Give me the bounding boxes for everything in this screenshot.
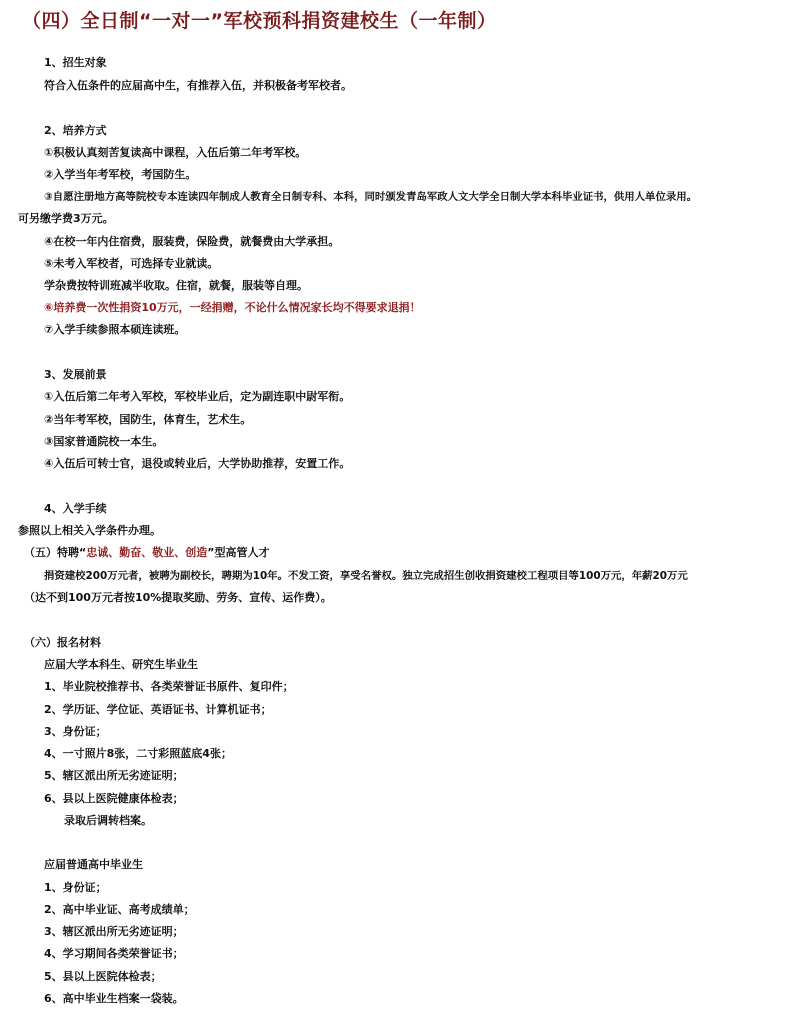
section-2-item-4: ④在校一年内住宿费，服装费，保险费，就餐费由大学承担。: [44, 235, 340, 248]
section-5-line-1: 捐资建校200万元者，被聘为副校长，聘期为10年。不发工资，享受名誉权。独立完成招生创收捐资建校工程项目等100万元，年薪20万元: [44, 570, 688, 582]
section-2-item-7: ⑦入学手续参照本硕连读班。: [44, 323, 186, 336]
section-5-line-2: （达不到100万元者按10%提取奖励、劳务、宣传、运作费）。: [24, 591, 332, 604]
group-1-item: 1、毕业院校推荐书、各类荣誉证书原件、复印件；: [44, 680, 294, 693]
section-2-item-3: ③自愿注册地方高等院校专本连读四年制成人教育全日制专科、本科，同时颁发青岛军政人文大学全日制大学本科毕业证书，供用人单位录用。: [44, 191, 698, 203]
group-1-item: 2、学历证、学位证、英语证书、计算机证书；: [44, 703, 272, 716]
section-1-heading: 1、招生对象: [44, 56, 107, 69]
section-5-keywords: 忠诚、勤奋、敬业、创造: [86, 546, 208, 559]
section-2-item-3-continued: 可另缴学费3万元。: [18, 212, 114, 225]
section-2-heading: 2、培养方式: [44, 124, 107, 137]
section-5-suffix: ”型高管人才: [207, 546, 270, 559]
section-3-heading: 3、发展前景: [44, 368, 107, 381]
group-1-note: 录取后调转档案。: [64, 814, 152, 827]
group-1-item: 3、身份证；: [44, 725, 107, 738]
section-2-item-5: ⑤未考入军校者，可选择专业就读。: [44, 257, 219, 270]
section-3-item-1: ①入伍后第二年考入军校，军校毕业后，定为副连职中尉军衔。: [44, 390, 351, 403]
section-2-item-6-warning: ⑥培养费一次性捐资10万元，一经捐赠，不论什么情况家长均不得要求退捐！: [44, 301, 421, 314]
group-2-item: 1、身份证；: [44, 881, 107, 894]
section-2-note: 学杂费按特训班减半收取。住宿，就餐，服装等自理。: [44, 279, 308, 292]
group-1-item: 4、一寸照片8张，二寸彩照蓝底4张；: [44, 747, 232, 760]
section-2-item-2: ②入学当年考军校，考国防生。: [44, 168, 197, 181]
section-3-item-3: ③国家普通院校一本生。: [44, 435, 164, 448]
section-3-item-4: ④入伍后可转士官，退役或转业后，大学协助推荐，安置工作。: [44, 457, 351, 470]
group-2-item: 3、辖区派出所无劣迹证明；: [44, 925, 184, 938]
group-1-item: 6、县以上医院健康体检表；: [44, 792, 184, 805]
group-2-item: 6、高中毕业生档案一袋装。: [44, 992, 184, 1005]
group-2-item: 2、高中毕业证、高考成绩单；: [44, 903, 195, 916]
section-4-heading: 4、入学手续: [44, 502, 107, 515]
group-1-item: 5、辖区派出所无劣迹证明；: [44, 769, 184, 782]
page-title: （四）全日制“一对一”军校预科捐资建校生（一年制）: [22, 10, 497, 32]
group-2-item: 5、县以上医院体检表；: [44, 970, 162, 983]
section-1-text: 符合入伍条件的应届高中生，有推荐入伍，并积极备考军校者。: [44, 79, 352, 92]
section-3-item-2: ②当年考军校，国防生，体育生，艺术生。: [44, 413, 252, 426]
group-1-heading: 应届大学本科生、研究生毕业生: [44, 658, 198, 671]
section-5-heading: [24, 546, 269, 560]
group-2-heading: 应届普通高中毕业生: [44, 858, 143, 871]
section-6-heading: （六）报名材料: [24, 636, 101, 649]
section-5-prefix: （五）特聘“: [24, 546, 87, 559]
section-2-item-1: ①积极认真刻苦复读高中课程，入伍后第二年考军校。: [44, 146, 307, 159]
section-4-text: 参照以上相关入学条件办理。: [18, 524, 161, 537]
group-2-item: 4、学习期间各类荣誉证书；: [44, 947, 184, 960]
